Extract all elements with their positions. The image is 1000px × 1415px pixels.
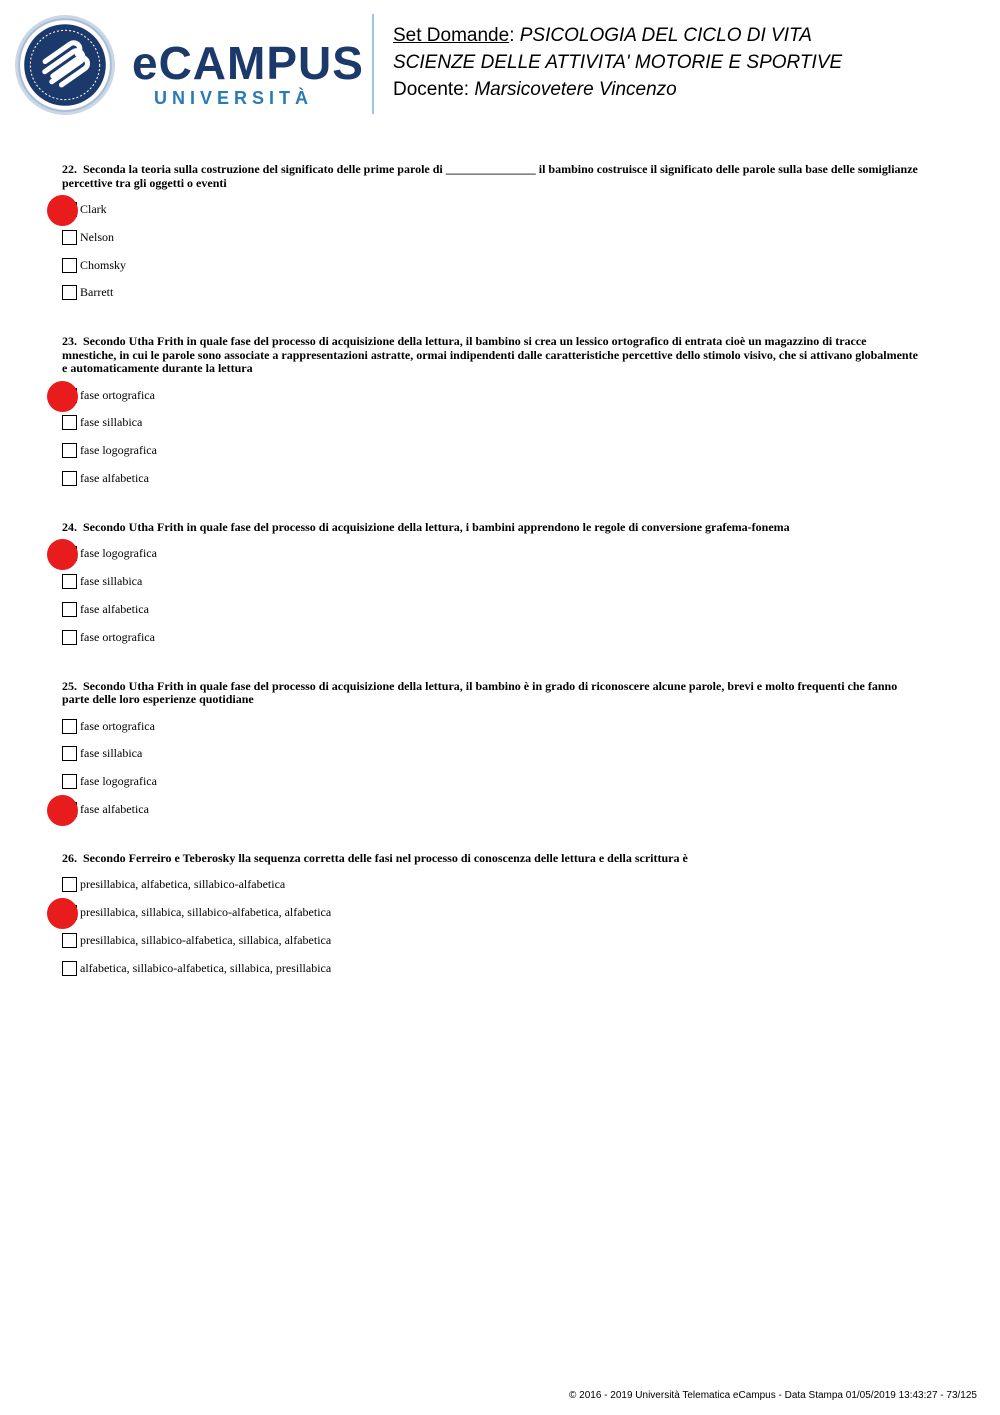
ecampus-wordmark xyxy=(132,37,364,109)
answer-label: fase alfabetica xyxy=(80,601,149,616)
answer-option[interactable] xyxy=(62,905,922,933)
set-separator: : xyxy=(509,25,520,46)
page-header xyxy=(0,0,1000,130)
answer-checkbox[interactable] xyxy=(62,719,77,734)
question-number: 23. xyxy=(62,334,77,349)
answer-label: presillabica, sillabica, sillabico-alfabetica, alfabetica xyxy=(80,905,332,920)
question-text xyxy=(62,163,922,190)
question-body: Secondo Utha Frith in quale fase del processo di acquisizione della lettura, il bambino si crea un lessico ortografico di entrata cioè un magazzino di tracce mnestiche, in cui le parole sono associate a rappresentazioni astratte, ormai indipendenti dalle caratteristiche percettive dello stimolo visivo, che si attivano globalmente e automaticamente durante la lettura xyxy=(62,334,918,376)
answer-label: presillabica, alfabetica, sillabico-alfabetica xyxy=(80,877,286,892)
answer-marker-icon xyxy=(47,795,78,826)
question-number: 25. xyxy=(62,678,77,693)
answer-label: fase alfabetica xyxy=(80,801,149,816)
answer-checkbox[interactable] xyxy=(62,961,77,976)
teacher-name: Marsicovetere Vincenzo xyxy=(474,79,677,100)
answer-label: Nelson xyxy=(80,229,114,244)
course-title: PSICOLOGIA DEL CICLO DI VITA xyxy=(519,25,812,46)
answer-checkbox[interactable] xyxy=(62,630,77,645)
header-line-set xyxy=(393,22,842,49)
answer-marker-icon xyxy=(47,539,78,570)
answer-label: presillabica, sillabico-alfabetica, sillabica, alfabetica xyxy=(80,932,332,947)
answer-checkbox[interactable] xyxy=(62,933,77,948)
answer-marker-icon xyxy=(47,381,78,412)
answer-option[interactable] xyxy=(62,258,922,286)
question-text xyxy=(62,852,922,866)
answer-checkbox[interactable] xyxy=(62,285,77,300)
ecampus-seal-logo-icon xyxy=(14,14,116,116)
answer-label: fase logografica xyxy=(80,774,157,789)
question-body: Secondo Ferreiro e Teberosky lla sequenza corretta delle fasi nel processo di conoscenza delle lettura e della scrittura è xyxy=(83,850,688,865)
question-body: Seconda la teoria sulla costruzione del significato delle prime parole di _______________ il bambino costruisce il significato delle parole sulla base delle somiglianze percettive tra gli oggetti o eventi xyxy=(62,162,918,190)
answer-option[interactable] xyxy=(62,630,922,658)
answer-label: fase sillabica xyxy=(80,415,143,430)
question-number: 22. xyxy=(62,162,77,176)
answer-option[interactable] xyxy=(62,719,922,747)
logo-subtitle: UNIVERSITÀ xyxy=(154,88,314,108)
question-22 xyxy=(62,163,922,313)
answer-label: fase sillabica xyxy=(80,574,143,589)
answer-marker-icon xyxy=(47,898,78,929)
answer-option[interactable] xyxy=(62,285,922,313)
question-text xyxy=(62,335,922,376)
answer-option[interactable] xyxy=(62,546,922,574)
answer-label: fase alfabetica xyxy=(80,471,149,486)
answer-label: fase sillabica xyxy=(80,746,143,761)
answer-option[interactable] xyxy=(62,746,922,774)
answer-option[interactable] xyxy=(62,933,922,961)
question-body: Secondo Utha Frith in quale fase del processo di acquisizione della lettura, il bambino è in grado di riconoscere alcune parole, brevi e molto frequenti che fanno parte delle loro esperienze quotidiane xyxy=(62,678,898,707)
answer-option[interactable] xyxy=(62,877,922,905)
question-text xyxy=(62,521,922,535)
answer-option[interactable] xyxy=(62,602,922,630)
answer-option[interactable] xyxy=(62,574,922,602)
answer-label: fase logografica xyxy=(80,546,157,561)
degree-name: SCIENZE DELLE ATTIVITA' MOTORIE E SPORTIVE xyxy=(393,52,843,73)
header-line-teacher xyxy=(393,76,842,103)
answer-label: alfabetica, sillabico-alfabetica, sillabica, presillabica xyxy=(80,960,332,975)
answer-option[interactable] xyxy=(62,230,922,258)
answer-checkbox[interactable] xyxy=(62,415,77,430)
questions-list xyxy=(62,163,922,1010)
question-number: 26. xyxy=(62,850,77,865)
answer-label: Chomsky xyxy=(80,257,127,272)
header-info xyxy=(393,22,842,103)
answer-label: Clark xyxy=(80,202,107,216)
answer-checkbox[interactable] xyxy=(62,443,77,458)
answer-option[interactable] xyxy=(62,443,922,471)
teacher-label: Docente: xyxy=(393,79,475,100)
answer-label: Barrett xyxy=(80,285,114,300)
answer-checkbox[interactable] xyxy=(62,774,77,789)
answer-label: fase logografica xyxy=(80,443,157,458)
set-label: Set Domande xyxy=(393,25,510,46)
question-24 xyxy=(62,521,922,658)
answer-label: fase ortografica xyxy=(80,718,155,733)
question-23 xyxy=(62,335,922,499)
question-26 xyxy=(62,852,922,989)
answer-option[interactable] xyxy=(62,471,922,499)
header-divider xyxy=(372,14,374,114)
answer-option[interactable] xyxy=(62,961,922,989)
answer-checkbox[interactable] xyxy=(62,471,77,486)
answer-option[interactable] xyxy=(62,415,922,443)
answer-option[interactable] xyxy=(62,802,922,830)
page-footer: © 2016 - 2019 Università Telematica eCampus - Data Stampa 01/05/2019 13:43:27 - 73/125 xyxy=(569,1390,977,1401)
answer-label: fase ortografica xyxy=(80,629,155,644)
answer-option[interactable] xyxy=(62,202,922,230)
question-body: Secondo Utha Frith in quale fase del processo di acquisizione della lettura, i bambini apprendono le regole di conversione grafema-fonema xyxy=(83,519,790,534)
answer-marker-icon xyxy=(47,195,78,226)
answer-checkbox[interactable] xyxy=(62,258,77,273)
question-25 xyxy=(62,680,922,830)
answer-checkbox[interactable] xyxy=(62,877,77,892)
answer-checkbox[interactable] xyxy=(62,746,77,761)
answer-checkbox[interactable] xyxy=(62,574,77,589)
answer-option[interactable] xyxy=(62,388,922,416)
question-number: 24. xyxy=(62,519,77,534)
logo-wordmark: eCAMPUS xyxy=(132,37,364,89)
answer-checkbox[interactable] xyxy=(62,230,77,245)
answer-option[interactable] xyxy=(62,774,922,802)
question-text xyxy=(62,680,922,707)
answer-label: fase ortografica xyxy=(80,387,155,402)
answer-checkbox[interactable] xyxy=(62,602,77,617)
